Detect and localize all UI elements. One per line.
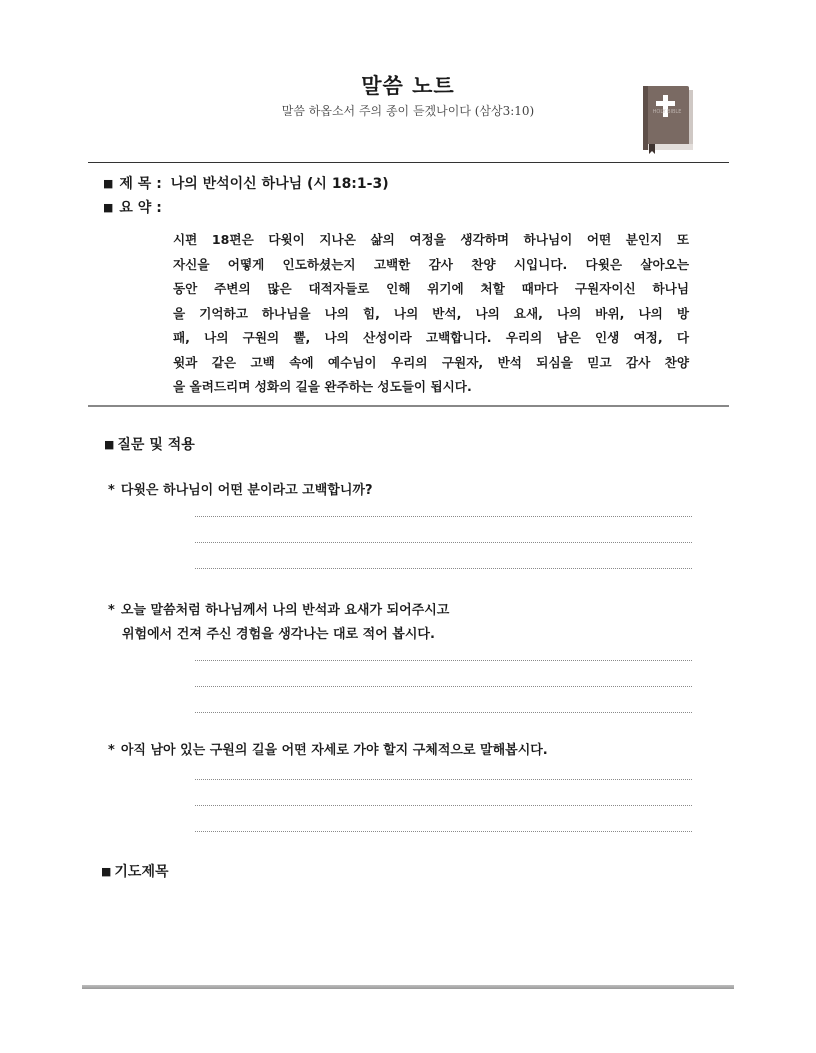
answer-line[interactable] [195, 805, 692, 806]
summary-text [173, 228, 689, 400]
summary-line: 패, 나의 구원의 뿔, 나의 산성이라 고백합니다. 우리의 남은 인생 여정, 다 [173, 330, 689, 345]
question-2 [108, 599, 449, 647]
answer-line[interactable] [195, 831, 692, 832]
answer-line[interactable] [195, 712, 692, 713]
question-1 [108, 479, 373, 503]
asterisk-bullet-icon: * [108, 603, 115, 618]
answer-line[interactable] [195, 568, 692, 569]
question-text: 다윗은 하나님이 어떤 분이라고 고백합니까? [120, 483, 373, 498]
svg-text:HOLY BIBLE: HOLY BIBLE [652, 109, 682, 115]
bottom-divider [82, 985, 734, 989]
top-divider [88, 162, 729, 163]
square-bullet-icon: ■ [101, 865, 112, 878]
answer-line[interactable] [195, 779, 692, 780]
question-text: 아직 남아 있는 구원의 길을 어떤 자세로 가야 할지 구체적으로 말해봅시다. [120, 743, 548, 758]
summary-line: 을 올려드리며 성화의 길을 완주하는 성도들이 됩시다. [173, 379, 472, 394]
summary-line: 시편 18편은 다윗이 지나온 삶의 여정을 생각하며 하나님이 어떤 분인지 또 [173, 232, 689, 247]
title-label: 제 목 : [119, 176, 162, 192]
prayer-heading: ■ 기도제목 [101, 864, 169, 880]
prayer-notes-area[interactable] [101, 890, 731, 970]
summary-line: 을 기억하고 하나님을 나의 힘, 나의 반석, 나의 요새, 나의 바위, 나의 방 [173, 305, 689, 321]
answer-line[interactable] [195, 686, 692, 687]
page-title: 말씀 노트 [361, 74, 455, 98]
square-bullet-icon: ■ [103, 177, 114, 190]
answer-line[interactable] [195, 542, 692, 543]
section-divider [88, 405, 729, 407]
sermon-title-row [103, 173, 389, 193]
question-3 [108, 739, 548, 763]
sermon-title: 나의 반석이신 하나님 (시 18:1-3) [170, 176, 389, 192]
asterisk-bullet-icon: * [108, 743, 115, 758]
summary-label-row [103, 197, 162, 217]
question-text-continued: 위험에서 건져 주신 경험을 생각나는 대로 적어 봅시다. [122, 627, 435, 642]
answer-line[interactable] [195, 660, 692, 661]
summary-line: 자신을 어떻게 인도하셨는지 고백한 감사 찬양 시입니다. 다윗은 살아오는 [173, 256, 689, 272]
questions-heading: ■ 질문 및 적용 [104, 437, 195, 453]
square-bullet-icon: ■ [104, 438, 115, 451]
question-text: 오늘 말씀처럼 하나님께서 나의 반석과 요새가 되어주시고 [120, 603, 450, 618]
summary-label: 요 약 : [119, 200, 162, 216]
summary-line: 동안 주변의 많은 대적자들로 인해 위기에 처할 때마다 구원자이신 하나님 [173, 281, 689, 296]
square-bullet-icon: ■ [103, 201, 114, 214]
answer-line[interactable] [195, 516, 692, 517]
summary-line: 윗과 같은 고백 속에 예수님이 우리의 구원자, 반석 되심을 믿고 감사 찬양 [173, 354, 689, 370]
bible-cross-icon [640, 82, 694, 154]
page-subtitle: 말씀 하옵소서 주의 종이 듣겠나이다 (삼상3:10) [281, 104, 535, 118]
asterisk-bullet-icon: * [108, 483, 115, 498]
